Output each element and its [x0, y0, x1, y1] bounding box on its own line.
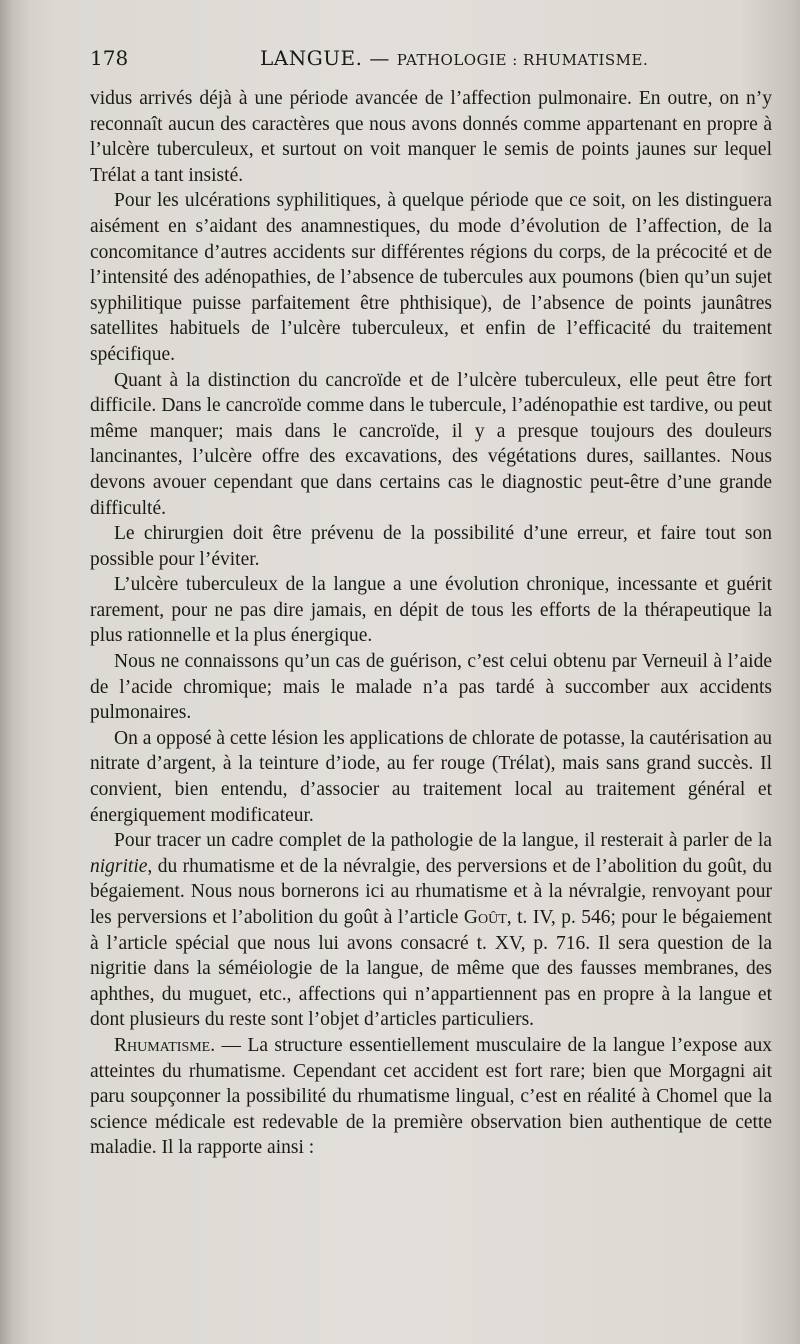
paragraph-5: L’ulcère tuberculeux de la langue a une évolution chronique, incessante et guérit rarement, pour ne pas dire jamais, en dépit de tous les efforts de la thérapeutique la plus rationnelle et la plus énergique. — [90, 574, 772, 647]
paragraph-2: Pour les ulcérations syphilitiques, à quelque période que ce soit, on les distinguera aisément en s’aidant des anamnestiques, du mode d’évolution de l’affection, de la concomitance d’autres accidents sur différentes régions du corps, de la précocité et de l’intensité des adénopathies, de l’absence de tubercules aux poumons (bien qu’un sujet syphilitique puisse parfaitement être phthisique), de l’absence de points jaunâtres satellites habituels de l’ulcère tuberculeux, et enfin de l’efficacité du traitement spécifique. — [90, 190, 772, 365]
paragraph-8-part-c: , t. IV, p. 546; pour le bégaiement à l’article spécial que nous lui avons consacré t. XV, p. 716. Il sera question de la nigritie dans la séméiologie de la langue, de même que des fausses membranes, des aphthes, du muguet, etc., affections qui n’appartiennent pas en propre à la langue et dont plusieurs du reste sont l’objet d’articles particuliers. — [90, 907, 772, 1031]
paragraph-6: Nous ne connaissons qu’un cas de guérison, c’est celui obtenu par Verneuil à l’aide de l’acide chromique; mais le malade n’a pas tardé à succomber aux accidents pulmonaires. — [90, 651, 772, 724]
book-spine-shadow — [0, 0, 14, 1344]
paragraph-1: vidus arrivés déjà à une période avancée de l’affection pulmonaire. En outre, on n’y reconnaît aucun des caractères que nous avons donnés comme appartenant en propre à l’ulcère tuberculeux, et surtout on voit manquer le semis de points jaunes sur lequel Trélat a tant insisté. — [90, 88, 772, 186]
section-heading-rhumatisme: Rhumatisme. — [114, 1034, 216, 1056]
paragraph-7: On a opposé à cette lésion les applications de chlorate de potasse, la cautérisation au nitrate d’argent, à la teinture d’iode, au fer rouge (Trélat), mais sans grand succès. Il convient, bien entendu, d’associer au traitement local au traitement général et énergiquement modificateur. — [90, 727, 772, 826]
running-title-dash: — — [369, 46, 390, 70]
paragraph-9 — [90, 1033, 772, 1161]
paragraph-8-article-ref: Goût — [463, 907, 507, 928]
body-text — [90, 86, 772, 1161]
running-header — [90, 46, 780, 80]
paragraph-8-part-b: , du rhumatisme et de la névralgie, des perversions et de l’abolition du goût, du bégaiement. Nous nous bornerons ici au rhumatisme et à la névralgie, renvoyant pour les perversions et l’abolition du goût à l’article — [90, 855, 772, 928]
paragraph-8-italic-term: nigritie — [90, 855, 148, 877]
paragraph-3: Quant à la distinction du cancroïde et de l’ulcère tuberculeux, elle peut être fort difficile. Dans le cancroïde comme dans le tubercule, l’adénopathie est tardive, ou peut même manquer; mais dans le cancroïde, il y a presque toujours des douleurs lancinantes, l’ulcère offre des excavations, des végétations dures, saillantes. Nous devons avouer cependant que dans certains cas le diagnostic peut-être d’une grande difficulté. — [90, 369, 772, 519]
paragraph-9-text: — La structure essentiellement musculaire de la langue l’expose aux atteintes du rhumatisme. Cependant cet accident est fort rare; bien que Morgagni ait paru soupçonner la possibilité du rhumatisme lingual, c’est en réalité à Chomel que la science médicale est redevable de la première observation bien authentique de cette maladie. Il la rapporte ainsi : — [90, 1034, 772, 1159]
paragraph-8-part-a: Pour tracer un cadre complet de la pathologie de la langue, il resterait à parler de la — [114, 830, 772, 852]
paragraph-4: Le chirurgien doit être prévenu de la possibilité d’une erreur, et faire tout son possible pour l’éviter. — [90, 523, 772, 570]
running-title-sub: PATHOLOGIE : RHUMATISME. — [396, 51, 649, 69]
page-number: 178 — [90, 46, 129, 70]
paragraph-8 — [90, 828, 772, 1033]
running-title — [260, 46, 648, 70]
running-title-main: LANGUE. — [260, 46, 363, 70]
